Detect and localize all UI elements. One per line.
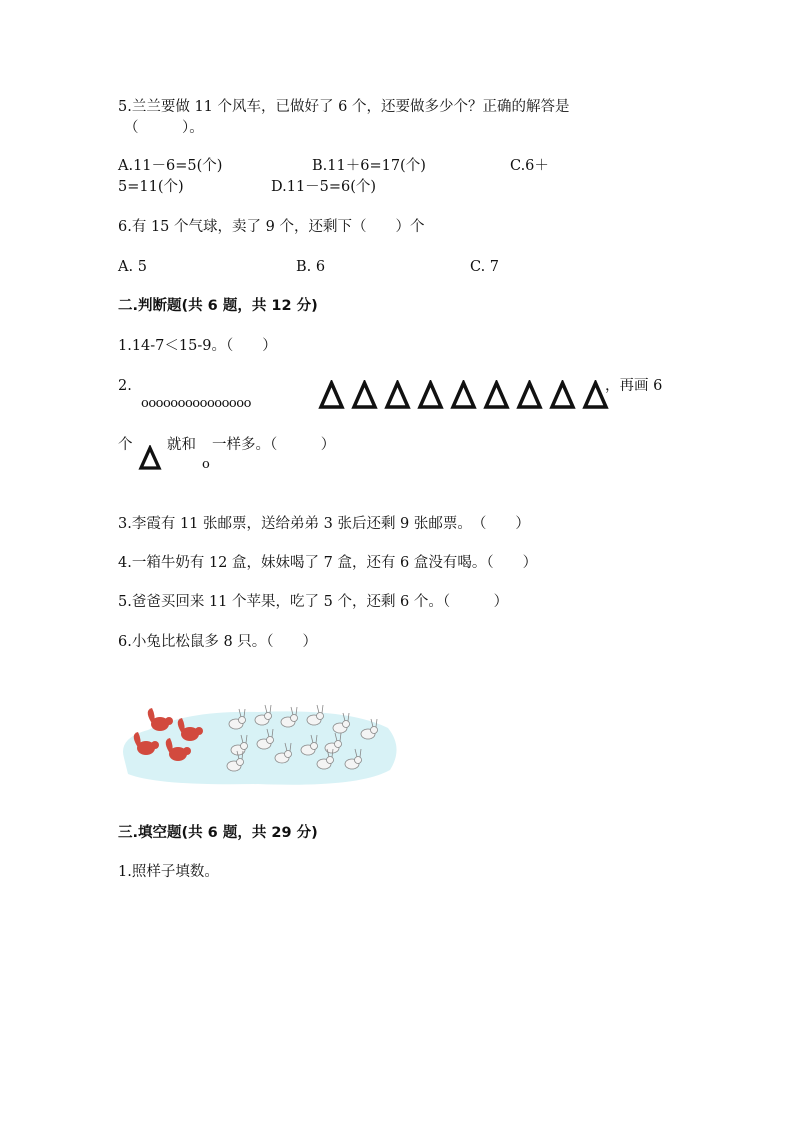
q5-option-d[interactable]: D.11－5=6(个): [271, 179, 377, 195]
q5-stem-line1: 5.兰兰要做 11 个风车，已做好了 6 个，还要做多少个？正确的解答是: [118, 99, 570, 115]
triangle-row: [318, 380, 609, 410]
triangle-icon: [417, 380, 444, 410]
judge-item-2-line2-a: 个: [118, 437, 133, 453]
q5-option-b[interactable]: B.11＋6=17(个): [312, 158, 426, 174]
section2-title: 二.判断题(共 6 题，共 12 分): [118, 298, 318, 314]
triangle-icon: [483, 380, 510, 410]
judge-item-2-line2-c: 一样多。（ ）: [212, 437, 336, 453]
q6-option-b[interactable]: B. 6: [296, 259, 326, 275]
small-circle: o: [202, 457, 210, 472]
q5-option-c-cont: 5=11(个): [118, 179, 184, 195]
q5-stem-line2: （ ）。: [124, 120, 204, 136]
triangle-icon: [318, 380, 345, 410]
judge-item-1: 1.14-7＜15-9。（ ）: [118, 338, 277, 354]
triangle-icon: [351, 380, 378, 410]
q6-option-a[interactable]: A. 5: [118, 259, 147, 275]
judge-item-4: 4.一箱牛奶有 12 盒，妹妹喝了 7 盒，还有 6 盒没有喝。（ ）: [118, 555, 538, 571]
circle-row: ooooooooooooooo: [141, 396, 251, 411]
judge-item-2-line2-b: 就和: [167, 437, 196, 453]
judge-item-3: 3.李霞有 11 张邮票，送给弟弟 3 张后还剩 9 张邮票。 （ ）: [118, 516, 530, 532]
triangle-icon: [549, 380, 576, 410]
q5-option-a[interactable]: A.11－6=5(个): [118, 158, 223, 174]
q5-option-c[interactable]: C.6＋: [510, 158, 549, 174]
judge-item-6: 6.小兔比松鼠多 8 只。（ ）: [118, 634, 318, 650]
squirrel-rabbit-illustration: [118, 698, 398, 786]
triangle-icon: [384, 380, 411, 410]
q6-option-c[interactable]: C. 7: [470, 259, 500, 275]
triangle-icon: [516, 380, 543, 410]
triangle-icon: [450, 380, 477, 410]
triangle-icon: [138, 445, 162, 471]
fill-item-1: 1.照样子填数。: [118, 864, 219, 880]
judge-item-5: 5.爸爸买回来 11 个苹果，吃了 5 个，还剩 6 个。（ ）: [118, 594, 509, 610]
judge-item-2-number: 2.: [118, 378, 132, 394]
q6-stem: 6.有 15 个气球，卖了 9 个，还剩下（ ）个: [118, 219, 425, 235]
section3-title: 三.填空题(共 6 题，共 29 分): [118, 825, 318, 841]
judge-item-2-tail: ，再画 6: [605, 378, 663, 394]
